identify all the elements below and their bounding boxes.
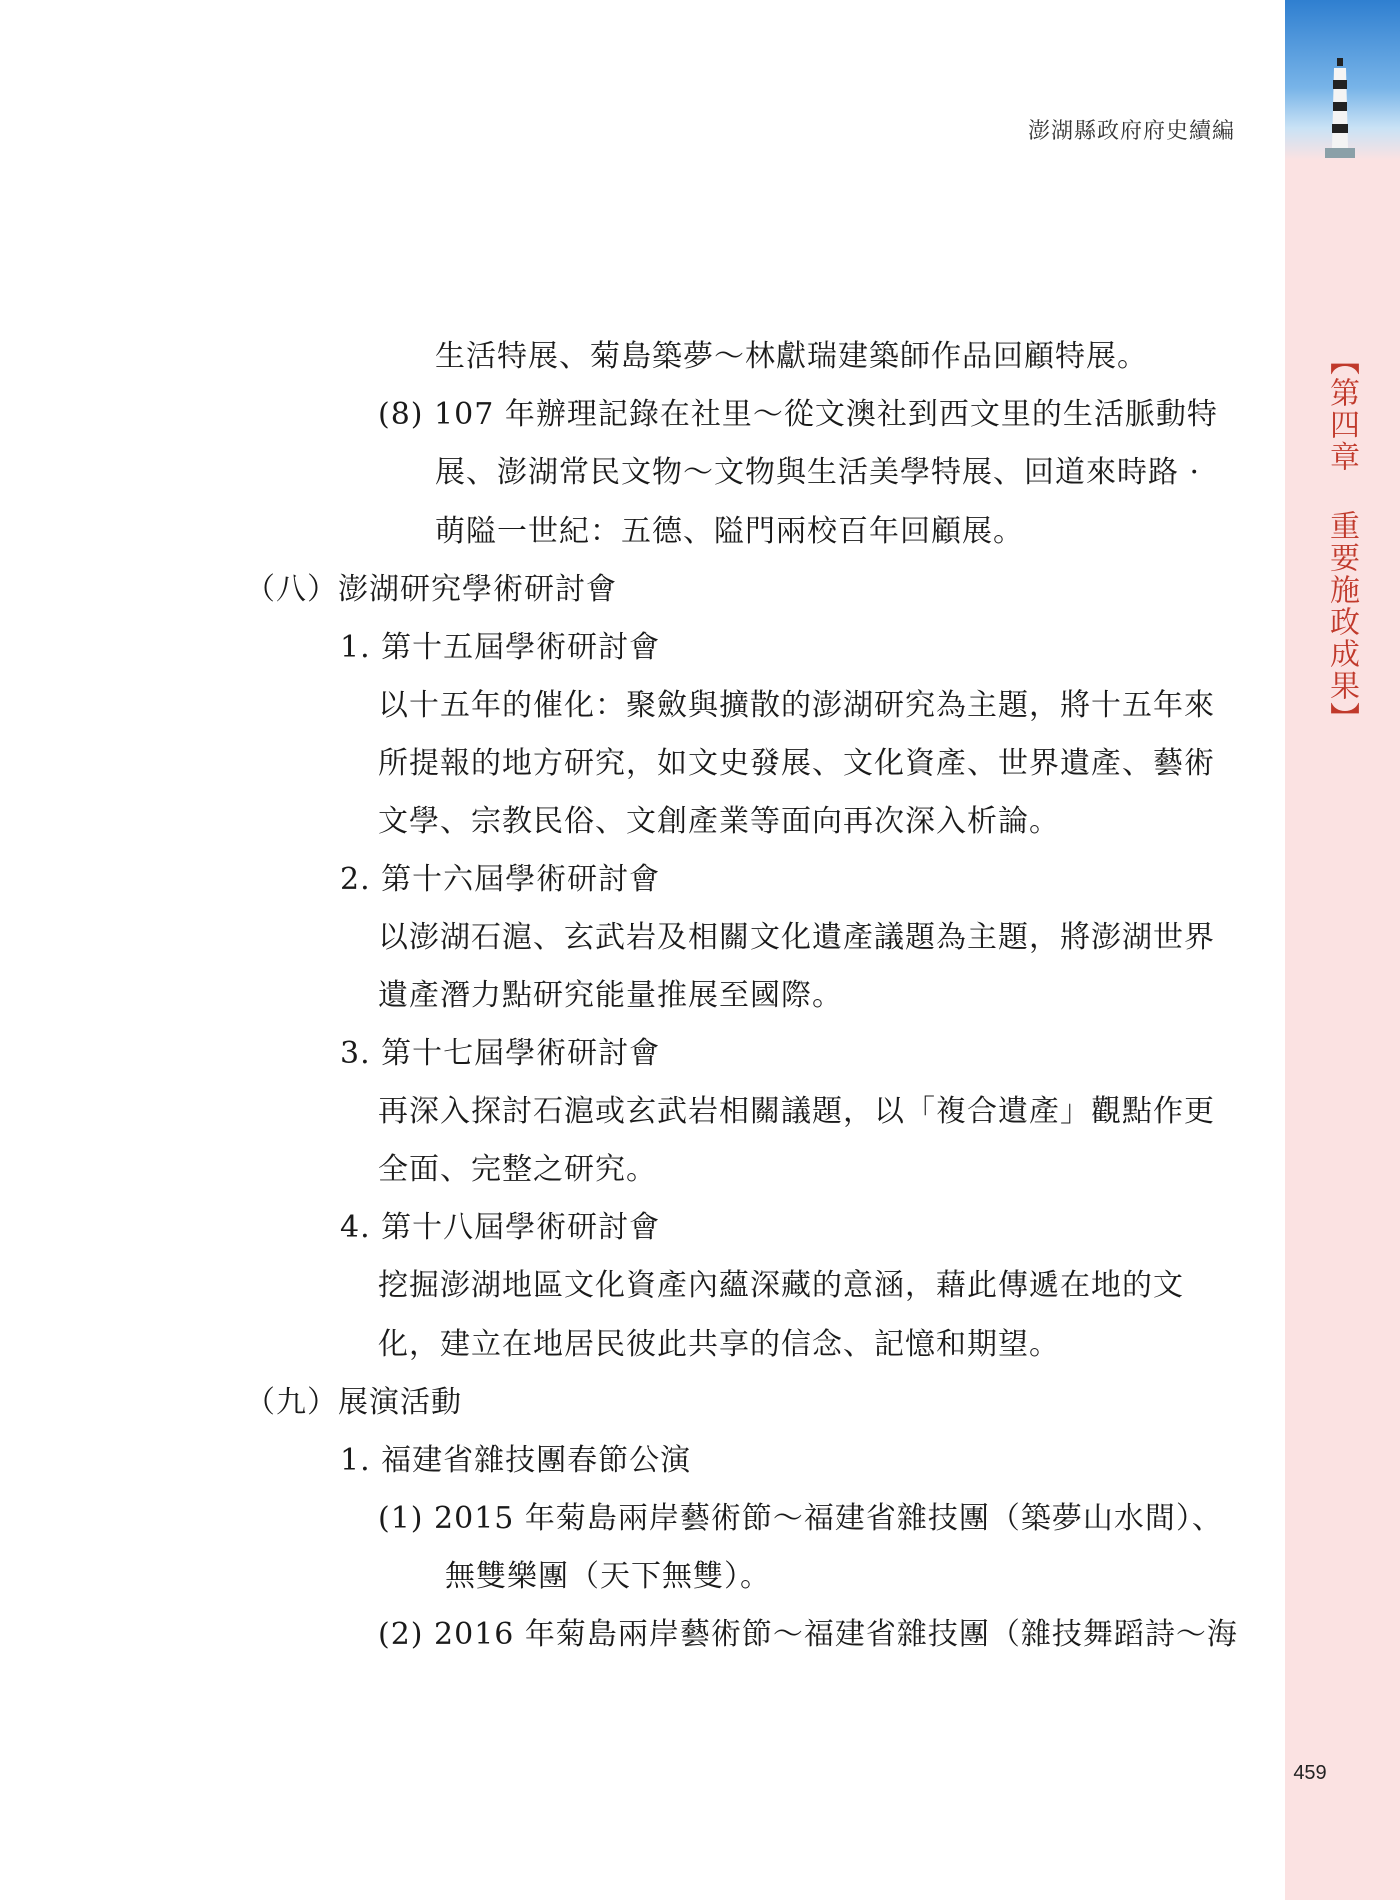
body-line: 挖掘澎湖地區文化資產內蘊深藏的意涵，藉此傳遞在地的文 — [378, 1268, 1184, 1303]
body-line: 萌隘一世紀：五德、隘門兩校百年回顧展。 — [435, 514, 1024, 549]
body-line: 化，建立在地居民彼此共享的信念、記憶和期望。 — [378, 1327, 1060, 1362]
body-line: (8) 107 年辦理記錄在社里～從文澳社到西文里的生活脈動特 — [378, 397, 1218, 432]
lighthouse-icon — [1325, 58, 1355, 158]
body-line: 文學、宗教民俗、文創產業等面向再次深入析論。 — [378, 804, 1060, 839]
body-line: 以澎湖石滬、玄武岩及相關文化遺產議題為主題，將澎湖世界 — [378, 920, 1215, 955]
subsection-heading: 2. 第十六屆學術研討會 — [340, 862, 661, 897]
body-line: 無雙樂團（天下無雙）。 — [445, 1559, 771, 1594]
body-line: 遺產潛力點研究能量推展至國際。 — [378, 978, 843, 1013]
section-heading: （八）澎湖研究學術研討會 — [245, 572, 617, 607]
body-line: 生活特展、菊島築夢～林獻瑞建築師作品回顧特展。 — [435, 339, 1148, 374]
subsection-heading: 1. 福建省雜技團春節公演 — [340, 1443, 692, 1478]
side-band — [1285, 0, 1400, 1900]
page-number: 459 — [1293, 1762, 1327, 1784]
chapter-tab: 【第四章 重要施政成果】 — [1324, 345, 1359, 734]
body-line: (1) 2015 年菊島兩岸藝術節～福建省雜技團（築夢山水間）、 — [378, 1501, 1223, 1536]
subsection-heading: 3. 第十七屆學術研討會 — [340, 1036, 661, 1071]
lighthouse-photo — [1285, 0, 1400, 160]
book-title: 澎湖縣政府府史續編 — [1027, 119, 1235, 144]
subsection-heading: 4. 第十八屆學術研討會 — [340, 1210, 661, 1245]
body-line: 所提報的地方研究，如文史發展、文化資產、世界遺產、藝術 — [378, 746, 1215, 781]
subsection-heading: 1. 第十五屆學術研討會 — [340, 630, 661, 665]
section-heading: （九）展演活動 — [245, 1385, 462, 1420]
body-line: 以十五年的催化：聚斂與擴散的澎湖研究為主題，將十五年來 — [378, 688, 1215, 723]
body-line: 全面、完整之研究。 — [378, 1152, 657, 1187]
body-line: 再深入探討石滬或玄武岩相關議題，以「複合遺產」觀點作更 — [378, 1094, 1215, 1129]
body-line: (2) 2016 年菊島兩岸藝術節～福建省雜技團（雜技舞蹈詩～海 — [378, 1617, 1238, 1652]
body-line: 展、澎湖常民文物～文物與生活美學特展、回道來時路 · — [435, 455, 1201, 490]
